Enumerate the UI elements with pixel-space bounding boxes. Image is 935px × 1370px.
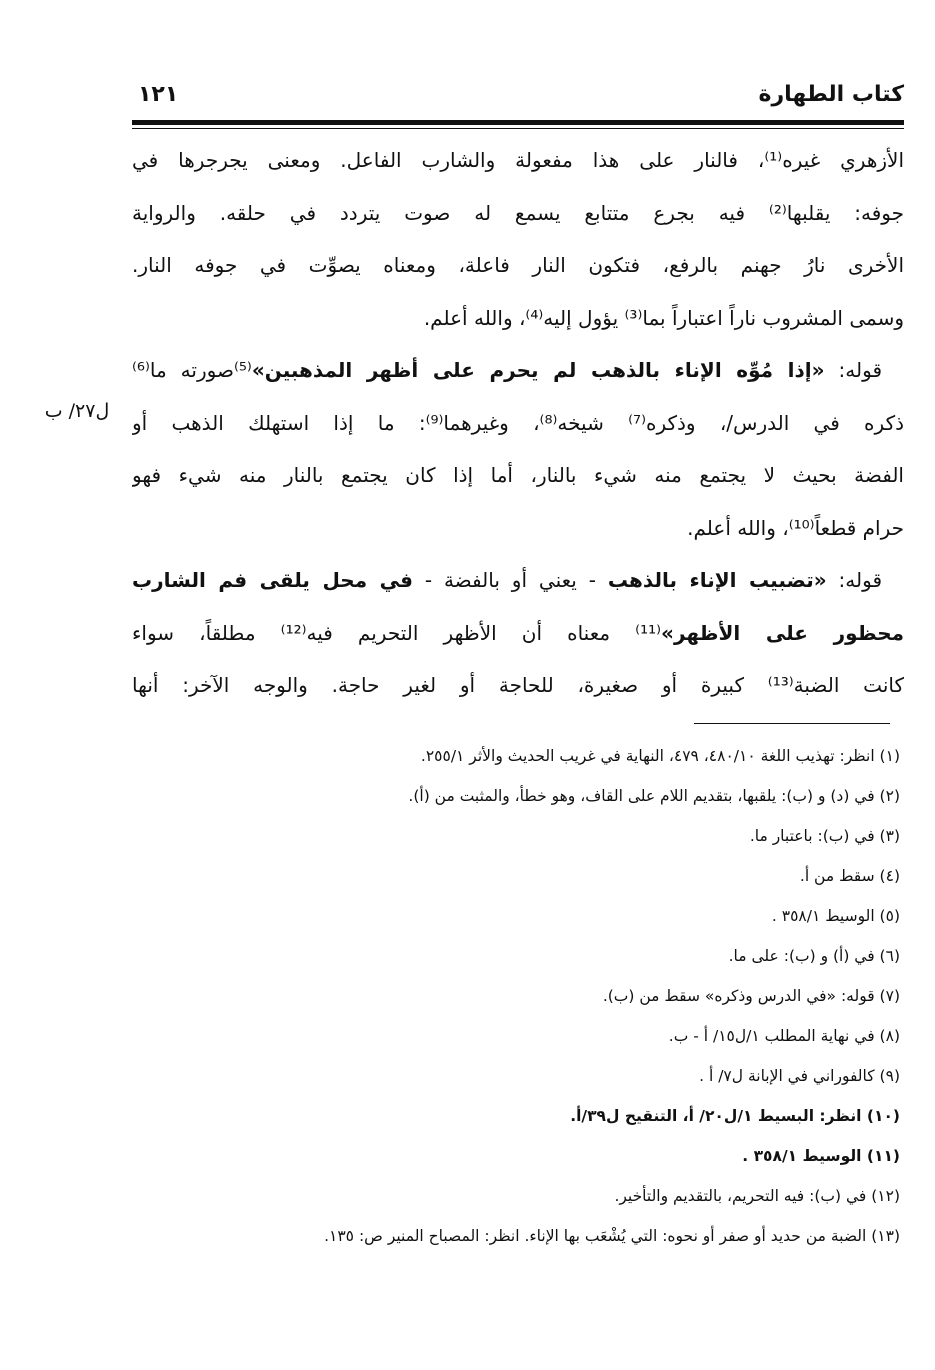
quoted-text: محظور على الأظهر»	[661, 620, 904, 645]
footnote: (١٠) انظر: البسيط ١/ل٢٠/ أ، التنقيح ل٣٩/أ.	[570, 1107, 900, 1125]
paragraph-2	[132, 344, 904, 554]
paragraph-1	[132, 134, 904, 344]
footnote: (٩) كالفوراني في الإبانة ل٧/ أ .	[699, 1067, 900, 1085]
quote-lead: قوله:	[826, 568, 883, 592]
footnote: (١٣) الضبة من حديد أو صفر أو نحوه: التي يُشْعَب بها الإناء. انظر: المصباح المنير ص: ١٣٥.	[324, 1227, 900, 1245]
quote-aside: - يعني أو بالفضة -	[412, 568, 608, 592]
header-rule-thin	[132, 128, 904, 129]
text-line	[132, 607, 904, 660]
running-title: كتاب الطهارة	[758, 82, 904, 107]
quoted-text: في محل يلقى فم الشارب	[132, 568, 413, 592]
footnote: (٧) قوله: «في الدرس وذكره» سقط من (ب).	[602, 987, 900, 1005]
footnote: (٦) في (أ) و (ب): على ما.	[728, 947, 900, 965]
paragraph-3	[132, 554, 904, 712]
page-header	[132, 80, 904, 120]
text-line: ذكره في الدرس/، وذكره⁽⁷⁾ شيخه⁽⁸⁾، وغيرهما⁽⁹⁾: ما إذا استهلك الذهب أو	[132, 410, 904, 435]
footnotes	[132, 736, 900, 1256]
quoted-text: «تضبيب الإناء بالذهب	[607, 568, 827, 592]
footnote: (٨) في نهاية المطلب ١/ل١٥/ أ - ب.	[668, 1027, 900, 1045]
text-line	[132, 554, 904, 607]
text-line: جوفه: يقلبها⁽²⁾ فيه بجرع متتابع يسمع له صوت يتردد في حلقه. والرواية	[132, 200, 904, 225]
text-line: الأخرى نارُ جهنم بالرفع، فتكون النار فاعلة، ومعناه يصوِّت في جوفه النار.	[132, 253, 904, 277]
page-number: ١٢١	[138, 82, 179, 107]
text-line: كانت الضبة⁽¹³⁾ كبيرة أو صغيرة، للحاجة أو لغير حاجة. والوجه الآخر: أنها	[132, 673, 904, 697]
text-line: حرام قطعاً⁽¹⁰⁾، والله أعلم.	[687, 515, 904, 540]
footnote-separator	[694, 723, 890, 724]
text-line: الأزهري غيره⁽¹⁾، فالنار على هذا مفعولة والشارب الفاعل. ومعنى يجرجرها في	[132, 148, 904, 172]
header-rule-thick	[132, 120, 904, 125]
main-text	[132, 134, 904, 712]
footnote: (٢) في (د) و (ب): يلقبها، بتقديم اللام على القاف، وهو خطأ، والمثبت من (أ).	[408, 787, 900, 805]
footnote: (٣) في (ب): باعتبار ما.	[749, 827, 900, 845]
quote-rest: ⁽¹¹⁾ معناه أن الأظهر التحريم فيه⁽¹²⁾ مطلقاً، سواء	[132, 620, 662, 645]
text-line: وسمى المشروب ناراً اعتباراً بما⁽³⁾ يؤول إليه⁽⁴⁾، والله أعلم.	[423, 305, 904, 330]
footnote: (٥) الوسيط ٣٥٨/١ .	[771, 907, 900, 925]
footnote: (١١) الوسيط ٣٥٨/١ .	[742, 1147, 900, 1165]
text-line: الفضة بحيث لا يجتمع منه شيء بالنار، أما إذا كان يجتمع بالنار منه شيء فهو	[132, 463, 904, 487]
text-line	[132, 344, 904, 397]
footnote: (١) انظر: تهذيب اللغة ٤٨٠/١٠، ٤٧٩، النهاية في غريب الحديث والأثر ٢٥٥/١.	[420, 747, 900, 765]
quoted-text: «إذا مُوِّه الإناء بالذهب لم يحرم على أظهر المذهبين»	[251, 358, 825, 382]
quote-lead: قوله:	[824, 358, 883, 382]
manuscript-folio-note: ل٢٧/ ب	[44, 400, 110, 422]
quote-rest: ⁽⁵⁾صورته ما⁽⁶⁾	[132, 358, 252, 382]
footnote: (٤) سقط من أ.	[799, 867, 900, 885]
footnote: (١٢) في (ب): فيه التحريم، بالتقديم والتأخير.	[614, 1187, 900, 1205]
